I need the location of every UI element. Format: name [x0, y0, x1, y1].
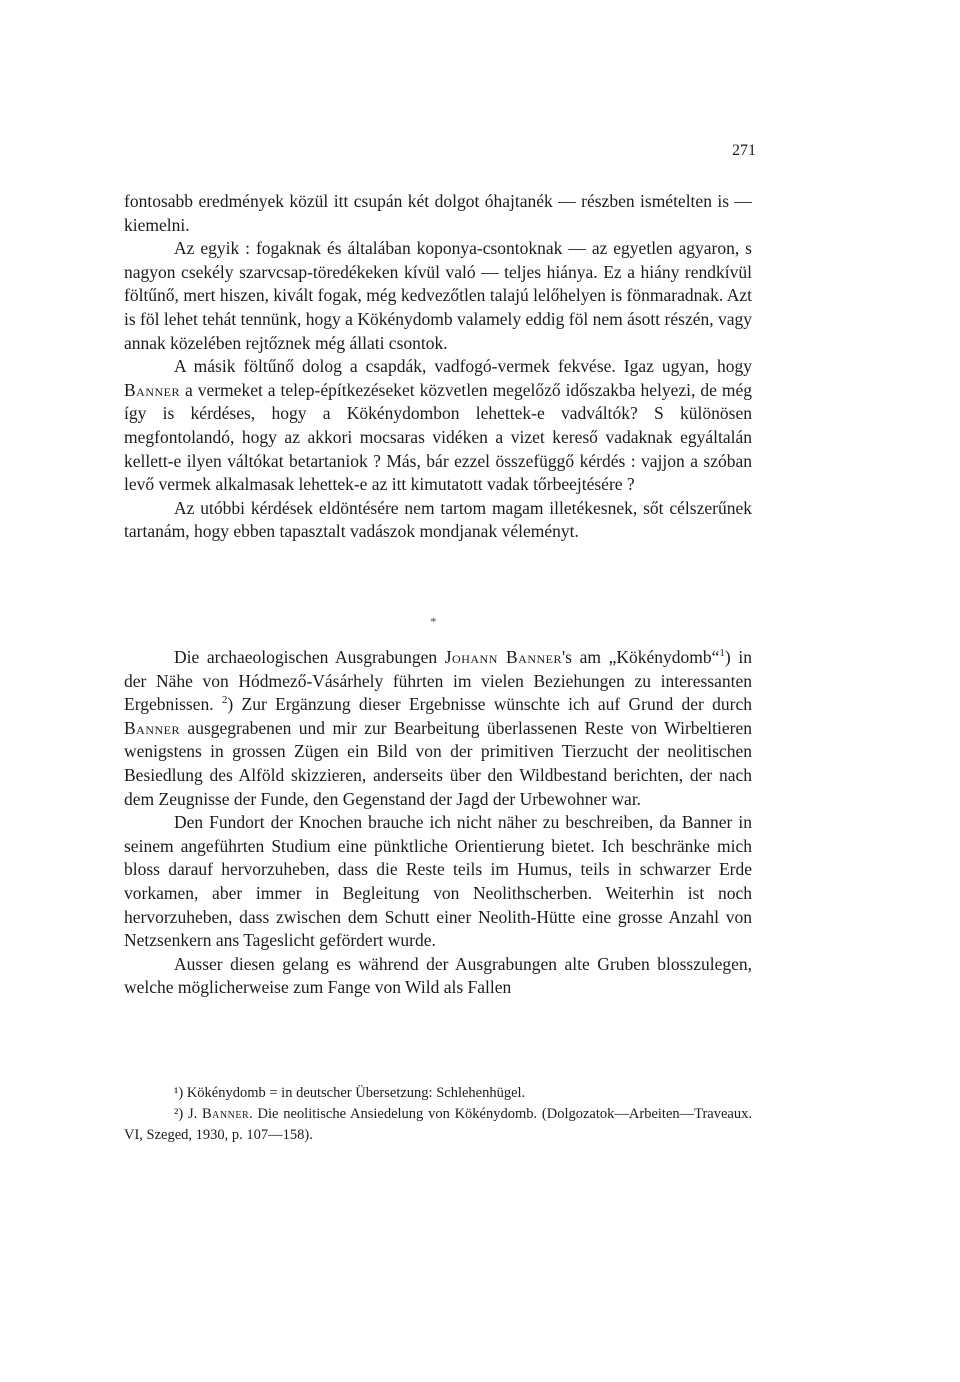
text-run: A másik föltűnő dolog a csapdák, vadfogó-vermek fekvése. Igaz ugyan, hogy — [174, 356, 752, 377]
text-run: ) in der Nähe von Hódmező-Vásárhely führten im vielen Beziehungen zu interessanten Ergebnissen. — [124, 647, 752, 715]
paragraph-hu-1: fontosabb eredmények közül itt csupán két dolgot óhajtanék — részben ismételten is — kiemelni. — [124, 191, 752, 235]
paragraph-hu-3 — [124, 355, 752, 497]
author-name: Johann Banner — [444, 647, 562, 667]
text-run: 's am „Kökénydomb“ — [562, 647, 720, 667]
hungarian-section — [124, 190, 752, 544]
footnote-marker: ¹) — [174, 1085, 184, 1101]
text-run: . Die neolitische Ansiedelung von Kökénydomb. (Dolgozatok—Arbeiten—Traveaux. VI, Szeged, 1930, p. 107—158). — [124, 1106, 752, 1143]
text-run: Die archaeologischen Ausgrabungen — [174, 647, 445, 667]
paragraph-hu-4: Az utóbbi kérdések eldöntésére nem tartom magam illetékesnek, sőt célszerűnek tartanám, hogy ebben tapasztalt vadászok mondjanak véleményt. — [124, 497, 752, 542]
paragraph-hu-2: Az egyik : fogaknak és általában koponya-csontoknak — az egyetlen agyaron, s nagyon csekély szarvcsap-töredékeken kívül való — teljes hiánya. Ez a hiány rendkívül föltűnő, mert hiszen, kivált fogak, még kedvezőtlen talajú lelőhelyen is fönmaradnak. Azt is föl lehet tehát tennünk, hogy a Kökénydomb valamely eddig föl nem ásott részén, vagy annak közelében rejtőznek még állati csontok. — [124, 238, 752, 353]
footnote-2 — [124, 1104, 752, 1146]
footnote-marker: ²) — [174, 1106, 184, 1122]
paragraph-de-2: Den Fundort der Knochen brauche ich nicht näher zu beschreiben, da Banner in seinem angeführten Studium eine pünktliche Orientierung bietet. Ich beschränke mich bloss darauf hervorzuheben, dass die Reste teils im Humus, teils in schwarzer Erde vorkamen, aber immer in Begleitung von Neolithscherben. Weiterhin ist noch hervorzuheben, dass zwischen dem Schutt einer Neolith-Hütte eine grosse Anzahl von Netzsenkern ans Tageslicht gefördert wurde. — [124, 812, 752, 951]
text-run: Kökénydomb = in deutscher Übersetzung: Schlehenhügel. — [183, 1085, 526, 1101]
text-run: J. — [183, 1106, 202, 1122]
author-name: Banner — [202, 1106, 250, 1122]
footnote-ref-2: 2 — [221, 694, 228, 707]
footnote-1 — [124, 1083, 752, 1104]
author-name: Banner — [124, 379, 181, 400]
paragraph-de-1 — [124, 646, 752, 811]
text-run: ausgegrabenen und mir zur Bearbeitung überlassenen Reste von Wirbeltieren wenigstens in grossen Zügen ein Bild von der primitiven Tierzucht der neolitischen Besiedlung des Alföld skizzieren, anderseits über den Wildbestand berichten, der nach dem Zeugnisse der Funde, den Gegenstand der Jagd der Urbewohner war. — [124, 717, 752, 809]
paragraph-de-3: Ausser diesen gelang es während der Ausgrabungen alte Gruben blosszulegen, welche möglicherweise zum Fange von Wild als Fallen — [124, 953, 752, 998]
footnotes — [124, 1083, 752, 1146]
author-name: Banner — [124, 717, 181, 738]
footnote-ref-1: 1 — [719, 647, 725, 660]
german-section — [124, 646, 752, 1000]
text-run: ) Zur Ergänzung dieser Ergebnisse wünschte ich auf Grund der durch — [227, 694, 753, 715]
section-separator: * — [430, 614, 437, 629]
text-run: a vermeket a telep-építkezéseket közvetlen megelőző időszakba helyezi, de még így is kérdéses, hogy a Kökénydombon lehettek-e vadváltók? S különösen megfontolandó, hogy az akkori mocsaras vidéken a vizet kereső vadaknak egyáltalán kellett-e ilyen váltókat betartaniok ? Más, bár ezzel összefüggő kérdés : vajjon a szóban levő vermek alkalmasak lehettek-e az itt kimutatott vadak tőrbeejtésére ? — [124, 379, 752, 495]
page-number: 271 — [732, 142, 756, 159]
